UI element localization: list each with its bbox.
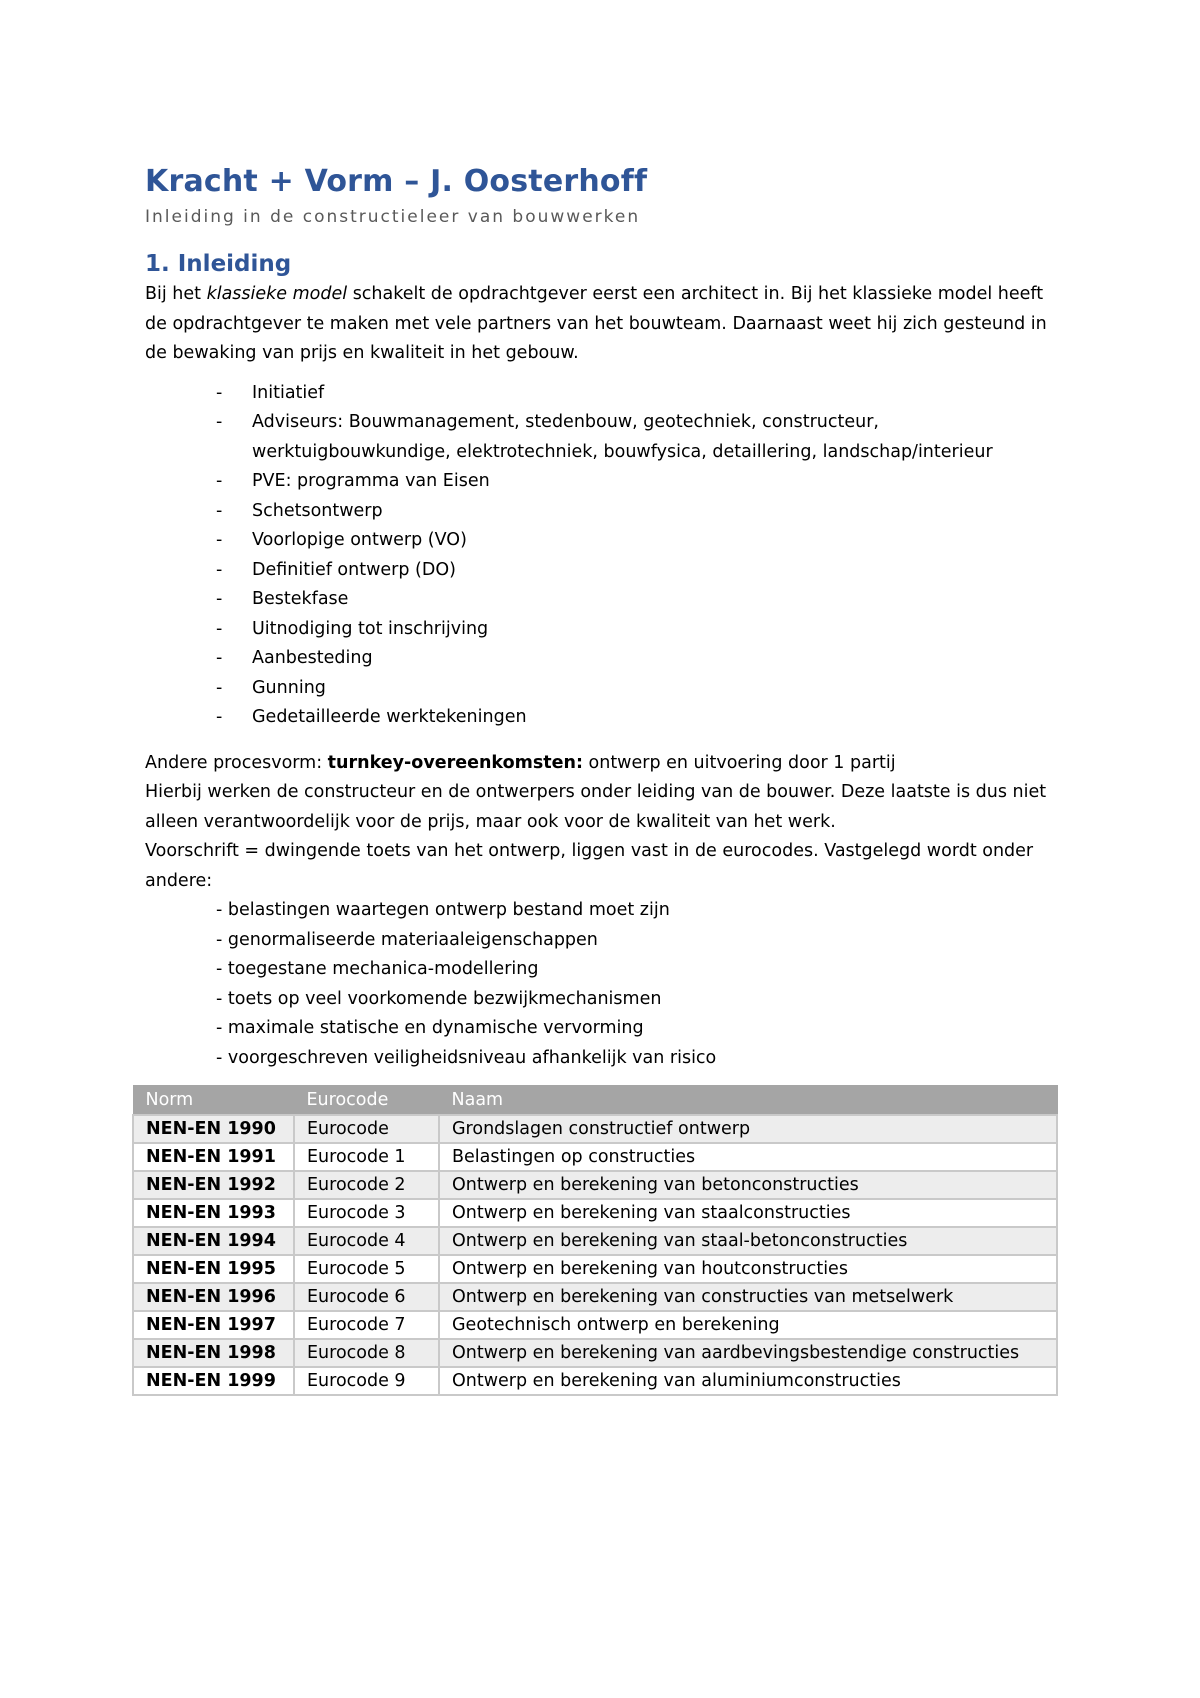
intro-text-rest: schakelt de opdrachtgever eerst een architect in. Bij het klassieke model heeft de opdrachtgever te maken met vele partners van het bouwteam. Daarnaast weet hij zich gesteund in de bewaking van prijs en kwaliteit in het gebouw. — [145, 284, 1047, 363]
list-item: - belastingen waartegen ontwerp bestand moet zijn — [216, 900, 670, 920]
table-row — [133, 1367, 1057, 1395]
list-item — [145, 467, 1065, 497]
document-title: Kracht + Vorm – J. Oosterhoff — [145, 164, 648, 199]
turnkey-bold-term: turnkey-overeenkomsten: — [327, 752, 583, 773]
list-item — [145, 556, 1065, 586]
list-dash: - — [216, 412, 223, 432]
eurocode-table — [132, 1085, 1058, 1396]
list-item-text: Voorlopige ontwerp (VO) — [252, 530, 467, 550]
turnkey-detail: Hierbij werken de constructeur en de ontwerpers onder leiding van de bouwer. Deze laatste is dus niet alleen verantwoordelijk voor de prijs, maar ook voor de kwaliteit van het werk. — [145, 782, 1047, 832]
table-row — [133, 1283, 1057, 1311]
cell-eurocode: Eurocode 7 — [294, 1311, 439, 1339]
document-subtitle: Inleiding in de constructieleer van bouwwerken — [145, 207, 641, 227]
turnkey-paragraph — [145, 749, 1065, 779]
cell-norm: NEN-EN 1991 — [133, 1143, 294, 1171]
cell-eurocode: Eurocode 9 — [294, 1367, 439, 1395]
cell-naam: Ontwerp en berekening van aardbevingsbestendige constructies — [439, 1339, 1057, 1367]
list-item — [145, 615, 1065, 645]
table-row — [133, 1255, 1057, 1283]
intro-italic-term: klassieke model — [206, 284, 348, 304]
list-item: - maximale statische en dynamische vervorming — [216, 1018, 644, 1038]
cell-eurocode: Eurocode 1 — [294, 1143, 439, 1171]
section-heading-inleiding: 1. Inleiding — [145, 251, 292, 277]
list-item — [145, 674, 1065, 704]
table-row — [133, 1311, 1057, 1339]
table-body — [133, 1115, 1057, 1395]
table-row — [133, 1171, 1057, 1199]
list-dash: - — [216, 707, 223, 727]
cell-naam: Ontwerp en berekening van aluminiumconstructies — [439, 1367, 1057, 1395]
cell-norm: NEN-EN 1997 — [133, 1311, 294, 1339]
cell-naam: Geotechnisch ontwerp en berekening — [439, 1311, 1057, 1339]
table-header-row — [133, 1086, 1057, 1116]
cell-eurocode: Eurocode 5 — [294, 1255, 439, 1283]
list-dash: - — [216, 618, 223, 639]
list-item-text: Uitnodiging tot inschrijving — [252, 618, 489, 639]
list-dash: - — [216, 559, 223, 580]
list-item — [145, 526, 1065, 556]
cell-eurocode: Eurocode 8 — [294, 1339, 439, 1367]
list-item: - genormaliseerde materiaaleigenschappen — [216, 929, 598, 950]
header-norm: Norm — [133, 1086, 294, 1116]
cell-eurocode: Eurocode 4 — [294, 1227, 439, 1255]
list-dash: - — [216, 382, 223, 403]
cell-naam: Grondslagen constructief ontwerp — [439, 1115, 1057, 1143]
list-item-text: Adviseurs: Bouwmanagement, stedenbouw, geotechniek, constructeur, werktuigbouwkundige, elektrotechniek, bouwfysica, detaillering, landschap/interieur — [252, 412, 993, 462]
intro-text-start: Bij het — [145, 284, 207, 304]
list-item: - toegestane mechanica-modellering — [216, 959, 539, 979]
cell-eurocode: Eurocode 6 — [294, 1283, 439, 1311]
list-item — [145, 703, 1065, 733]
list-item — [145, 497, 1065, 527]
turnkey-text-start: Andere procesvorm: — [145, 752, 328, 773]
cell-naam: Belastingen op constructies — [439, 1143, 1057, 1171]
table-row — [133, 1143, 1057, 1171]
cell-norm: NEN-EN 1990 — [133, 1115, 294, 1143]
list-item: - voorgeschreven veiligheidsniveau afhankelijk van risico — [216, 1047, 717, 1068]
cell-norm: NEN-EN 1995 — [133, 1255, 294, 1283]
list-item-text: Gunning — [252, 677, 326, 698]
list-item-text: Schetsontwerp — [252, 500, 383, 521]
cell-naam: Ontwerp en berekening van constructies van metselwerk — [439, 1283, 1057, 1311]
header-naam: Naam — [439, 1086, 1057, 1116]
list-item-text: Initiatief — [252, 382, 325, 403]
phase-list — [145, 379, 1065, 733]
cell-eurocode: Eurocode 3 — [294, 1199, 439, 1227]
list-item — [145, 585, 1065, 615]
cell-eurocode: Eurocode 2 — [294, 1171, 439, 1199]
voorschrift-paragraph: Voorschrift = dwingende toets van het ontwerp, liggen vast in de eurocodes. Vastgelegd wordt onder andere: — [145, 841, 1034, 891]
list-dash: - — [216, 648, 223, 668]
list-item — [145, 379, 1065, 409]
cell-naam: Ontwerp en berekening van staalconstructies — [439, 1199, 1057, 1227]
cell-norm: NEN-EN 1992 — [133, 1171, 294, 1199]
list-dash: - — [216, 530, 223, 550]
header-eurocode: Eurocode — [294, 1086, 439, 1116]
list-item-text: Bestekfase — [252, 589, 349, 609]
list-item — [145, 644, 1065, 674]
list-dash: - — [216, 589, 223, 609]
cell-naam: Ontwerp en berekening van houtconstructies — [439, 1255, 1057, 1283]
cell-norm: NEN-EN 1999 — [133, 1367, 294, 1395]
table-row — [133, 1227, 1057, 1255]
cell-norm: NEN-EN 1996 — [133, 1283, 294, 1311]
cell-naam: Ontwerp en berekening van staal-betonconstructies — [439, 1227, 1057, 1255]
voorschrift-list — [145, 896, 1065, 1073]
table-row — [133, 1199, 1057, 1227]
table-row — [133, 1339, 1057, 1367]
cell-norm: NEN-EN 1993 — [133, 1199, 294, 1227]
intro-paragraph — [145, 280, 1065, 369]
list-item — [145, 408, 1065, 467]
list-dash: - — [216, 471, 223, 491]
list-item-text: Aanbesteding — [252, 648, 373, 668]
list-item-text: Gedetailleerde werktekeningen — [252, 707, 527, 727]
cell-norm: NEN-EN 1998 — [133, 1339, 294, 1367]
list-dash: - — [216, 677, 223, 698]
document-page — [145, 160, 1065, 1396]
list-item-text: Definitief ontwerp (DO) — [252, 559, 456, 580]
turnkey-text-rest: ontwerp en uitvoering door 1 partij — [582, 752, 896, 773]
table-row — [133, 1115, 1057, 1143]
cell-eurocode: Eurocode — [294, 1115, 439, 1143]
list-dash: - — [216, 500, 223, 521]
cell-naam: Ontwerp en berekening van betonconstructies — [439, 1171, 1057, 1199]
list-item-text: PVE: programma van Eisen — [252, 471, 490, 491]
list-item: - toets op veel voorkomende bezwijkmechanismen — [216, 988, 662, 1009]
cell-norm: NEN-EN 1994 — [133, 1227, 294, 1255]
